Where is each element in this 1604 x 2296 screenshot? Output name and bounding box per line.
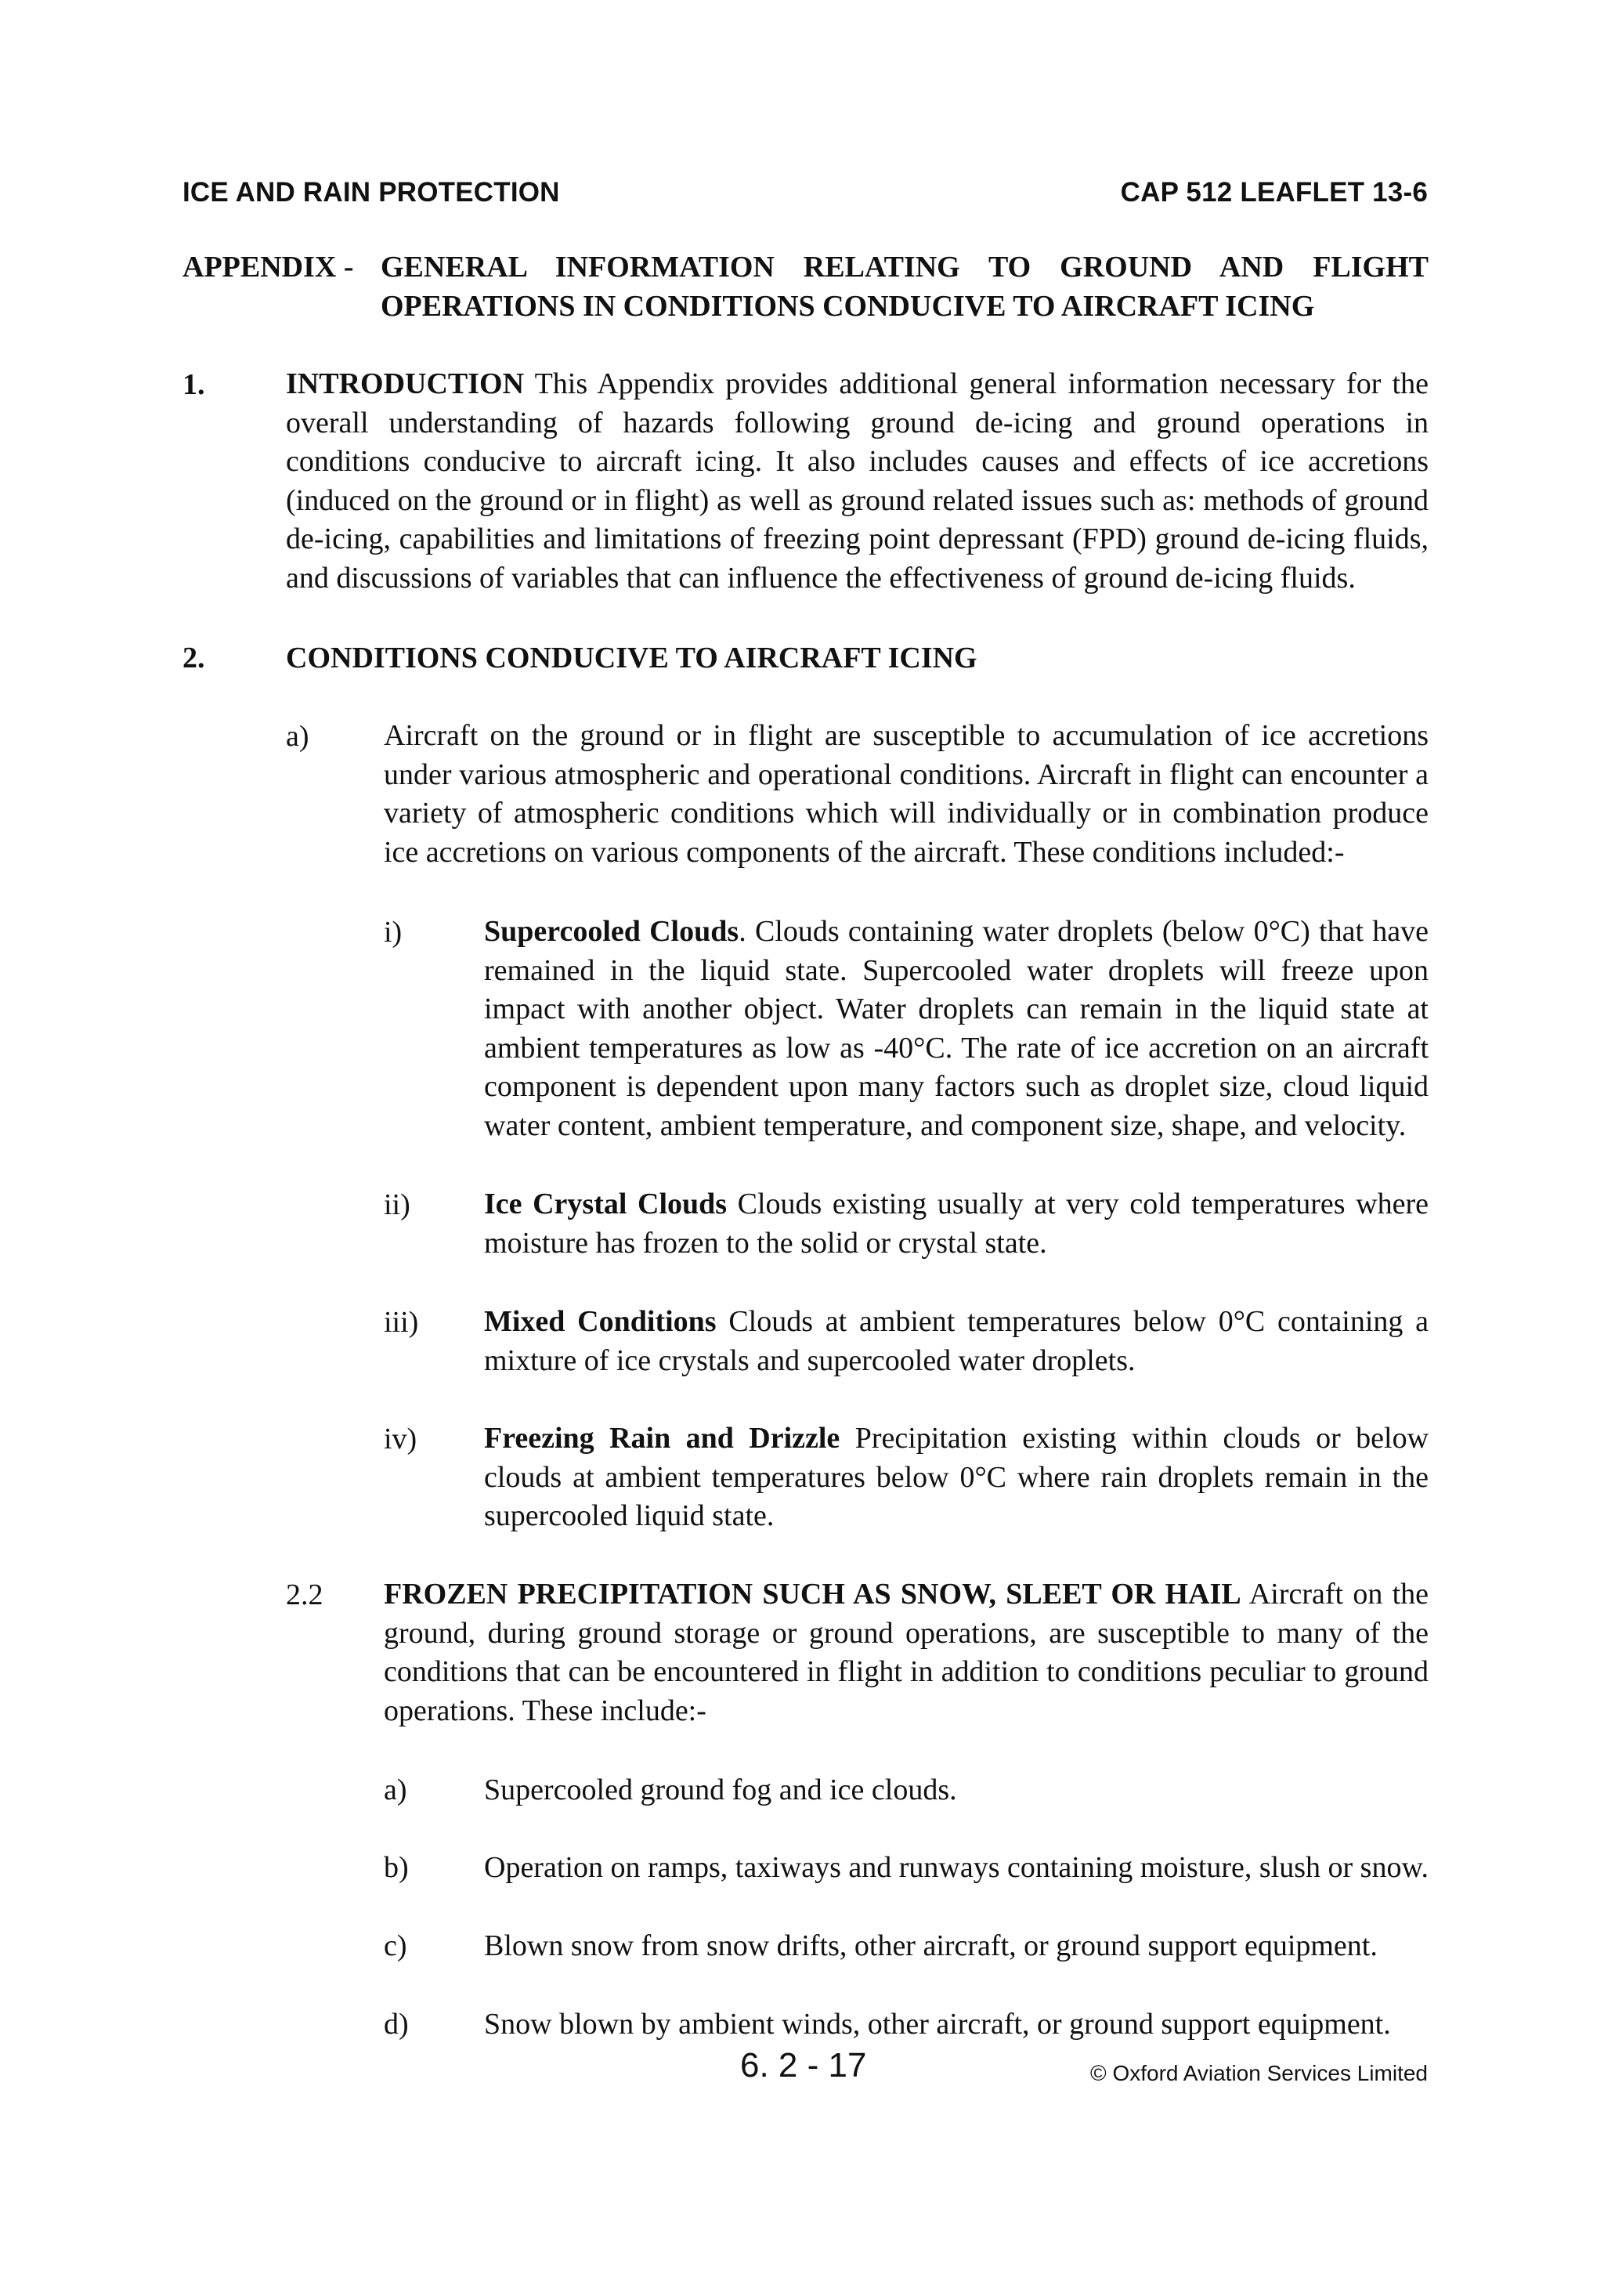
copyright-notice: © Oxford Aviation Services Limited xyxy=(1090,2061,1428,2085)
section-2a-text: Aircraft on the ground or in flight are susceptible to accumulation of ice accretions under various atmospheric and operational conditions. Aircraft in flight can encounter a variety of atmospheric conditions which will individually or in combination produce ice accretions on various components of the aircraft. These conditions included:- xyxy=(384,719,1429,869)
section-1-number: 1. xyxy=(182,368,205,401)
item-i-label: i) xyxy=(384,916,403,949)
running-header-left: ICE AND RAIN PROTECTION xyxy=(182,177,560,208)
list-item-a-label: a) xyxy=(384,1774,407,1806)
section-1-paragraph xyxy=(286,365,1429,598)
item-iii-title: Mixed Conditions xyxy=(484,1305,717,1338)
section-1-text: This Appendix provides additional general information necessary for the overall understanding of hazards following ground de-icing and ground operations in conditions conducive to aircraft icing. It also includes causes and effects of ice accretions (induced on the ground or in flight) as well as ground related issues such as: methods of ground de-icing, capabilities and limitations of freezing point depressant (FPD) ground de-icing fluids, and discussions of variables that can influence the effectiveness of ground de-icing fluids. xyxy=(286,367,1429,595)
item-iv-text: Precipitation existing within clouds or below clouds at ambient temperatures below 0°C where rain droplets remain in the supercooled liquid state. xyxy=(484,1422,1429,1532)
list-item-a-text: Supercooled ground fog and ice clouds. xyxy=(484,1774,957,1806)
section-2-2-heading: FROZEN PRECIPITATION SUCH AS SNOW, SLEET OR HAIL xyxy=(384,1578,1241,1611)
section-2-heading: CONDITIONS CONDUCIVE TO AIRCRAFT ICING xyxy=(286,642,977,674)
item-ii-text: Clouds existing usually at very cold temperatures where moisture has frozen to the solid or crystal state. xyxy=(484,1188,1429,1260)
section-2-2-paragraph xyxy=(384,1575,1429,1730)
item-iv-title: Freezing Rain and Drizzle xyxy=(484,1422,840,1455)
list-item-b-text: Operation on ramps, taxiways and runways containing moisture, slush or snow. xyxy=(484,1851,1429,1884)
section-1-heading: INTRODUCTION xyxy=(286,367,525,400)
section-2a-label: a) xyxy=(286,720,309,753)
section-2-number: 2. xyxy=(182,642,205,674)
item-i-punct: . xyxy=(739,915,746,948)
list-item-c-label: c) xyxy=(384,1929,407,1962)
item-iii-label: iii) xyxy=(384,1306,419,1339)
appendix-label: APPENDIX - xyxy=(182,251,354,284)
appendix-title xyxy=(381,248,1429,326)
item-ii-title: Ice Crystal Clouds xyxy=(484,1188,728,1220)
section-2-2-number: 2.2 xyxy=(286,1578,323,1611)
section-2-2-text: Aircraft on the ground, during ground storage or ground operations, are susceptible to many of the conditions that can be encountered in flight in addition to conditions peculiar to ground operations. These include:- xyxy=(384,1578,1429,1727)
item-ii-paragraph xyxy=(484,1185,1429,1263)
list-item-d-label: d) xyxy=(384,2008,409,2041)
appendix-title-line1: GENERAL INFORMATION RELATING TO GROUND AND FLIGHT xyxy=(381,251,1429,284)
running-header-right: CAP 512 LEAFLET 13-6 xyxy=(1120,177,1428,208)
item-iv-label: iv) xyxy=(384,1423,417,1455)
item-iii-text: Clouds at ambient temperatures below 0°C containing a mixture of ice crystals and supercooled water droplets. xyxy=(484,1305,1429,1377)
appendix-title-line2: OPERATIONS IN CONDITIONS CONDUCIVE TO AIRCRAFT ICING xyxy=(381,290,1315,323)
item-i-paragraph xyxy=(484,913,1429,1145)
list-item-d-text: Snow blown by ambient winds, other aircraft, or ground support equipment. xyxy=(484,2008,1391,2041)
item-i-text: Clouds containing water droplets (below 0°C) that have remained in the liquid state. Supercooled water droplets will freeze upon impact with another object. Water droplets can remain in the liquid state at ambient temperatures as low as -40°C. The rate of ice accretion on an aircraft component is dependent upon many factors such as droplet size, cloud liquid water content, ambient temperature, and component size, shape, and velocity. xyxy=(484,915,1429,1142)
list-item-c-text: Blown snow from snow drifts, other aircraft, or ground support equipment. xyxy=(484,1929,1378,1962)
list-item-b-label: b) xyxy=(384,1851,409,1884)
item-i-title: Supercooled Clouds xyxy=(484,915,739,948)
item-iv-paragraph xyxy=(484,1419,1429,1536)
item-ii-label: ii) xyxy=(384,1188,410,1221)
page-number: 6. 2 - 17 xyxy=(740,2046,867,2084)
item-iii-paragraph xyxy=(484,1303,1429,1380)
